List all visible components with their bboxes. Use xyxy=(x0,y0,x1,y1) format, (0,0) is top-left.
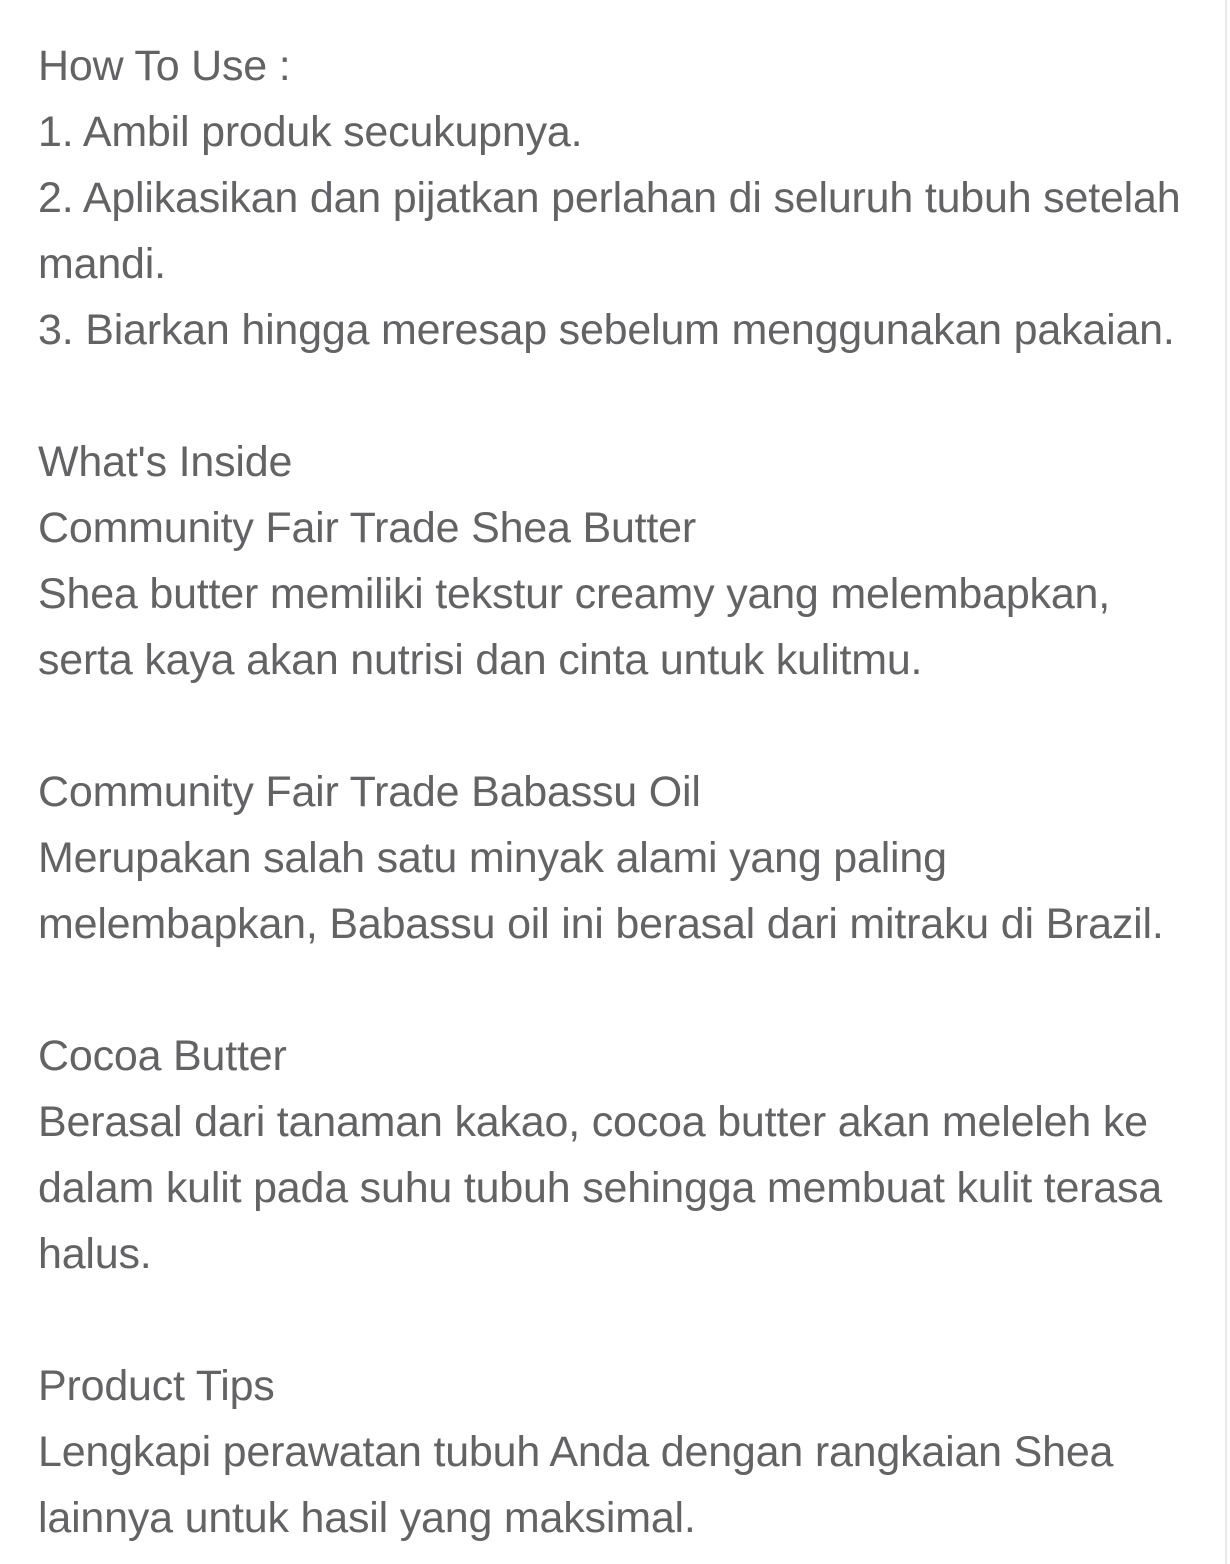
section-cocoa-butter xyxy=(38,1023,1210,1287)
section-product-tips xyxy=(38,1353,1210,1551)
cocoa-butter-description-line-3: halus. xyxy=(38,1230,152,1278)
product-tips-description-line-1: Lengkapi perawatan tubuh Anda dengan rangkaian Shea xyxy=(38,1428,1114,1476)
how-to-use-step-1: 1. Ambil produk secukupnya. xyxy=(38,108,583,156)
how-to-use-step-2-line-1: 2. Aplikasikan dan pijatkan perlahan di seluruh tubuh setelah xyxy=(38,174,1181,222)
section-how-to-use xyxy=(38,33,1210,363)
babassu-oil-description-line-1: Merupakan salah satu minyak alami yang paling xyxy=(38,834,947,882)
cocoa-butter-description-line-2: dalam kulit pada suhu tubuh sehingga membuat kulit terasa xyxy=(38,1164,1163,1212)
product-tips-description-line-2: lainnya untuk hasil yang maksimal. xyxy=(38,1494,696,1542)
shea-butter-description-line-1: Shea butter memiliki tekstur creamy yang melembapkan, xyxy=(38,570,1111,618)
whats-inside-heading: What's Inside xyxy=(38,438,293,486)
section-spacer xyxy=(38,957,1210,1023)
section-babassu-oil xyxy=(38,759,1210,957)
section-whats-inside-shea-butter xyxy=(38,429,1210,693)
cocoa-butter-description-line-1: Berasal dari tanaman kakao, cocoa butter akan meleleh ke xyxy=(38,1098,1148,1146)
section-spacer xyxy=(38,1287,1210,1353)
babassu-oil-ingredient-name: Community Fair Trade Babassu Oil xyxy=(38,768,701,816)
cocoa-butter-ingredient-name: Cocoa Butter xyxy=(38,1032,287,1080)
shea-butter-description-line-2: serta kaya akan nutrisi dan cinta untuk kulitmu. xyxy=(38,636,923,684)
product-tips-heading: Product Tips xyxy=(38,1362,275,1410)
shea-butter-ingredient-name: Community Fair Trade Shea Butter xyxy=(38,504,696,552)
how-to-use-heading: How To Use : xyxy=(38,42,291,90)
babassu-oil-description-line-2: melembapkan, Babassu oil ini berasal dari mitraku di Brazil. xyxy=(38,900,1164,948)
section-spacer xyxy=(38,693,1210,759)
section-spacer xyxy=(38,363,1210,429)
right-edge-divider xyxy=(1225,0,1227,1564)
how-to-use-step-3: 3. Biarkan hingga meresap sebelum menggunakan pakaian. xyxy=(38,306,1175,354)
how-to-use-step-2-line-2: mandi. xyxy=(38,240,166,288)
